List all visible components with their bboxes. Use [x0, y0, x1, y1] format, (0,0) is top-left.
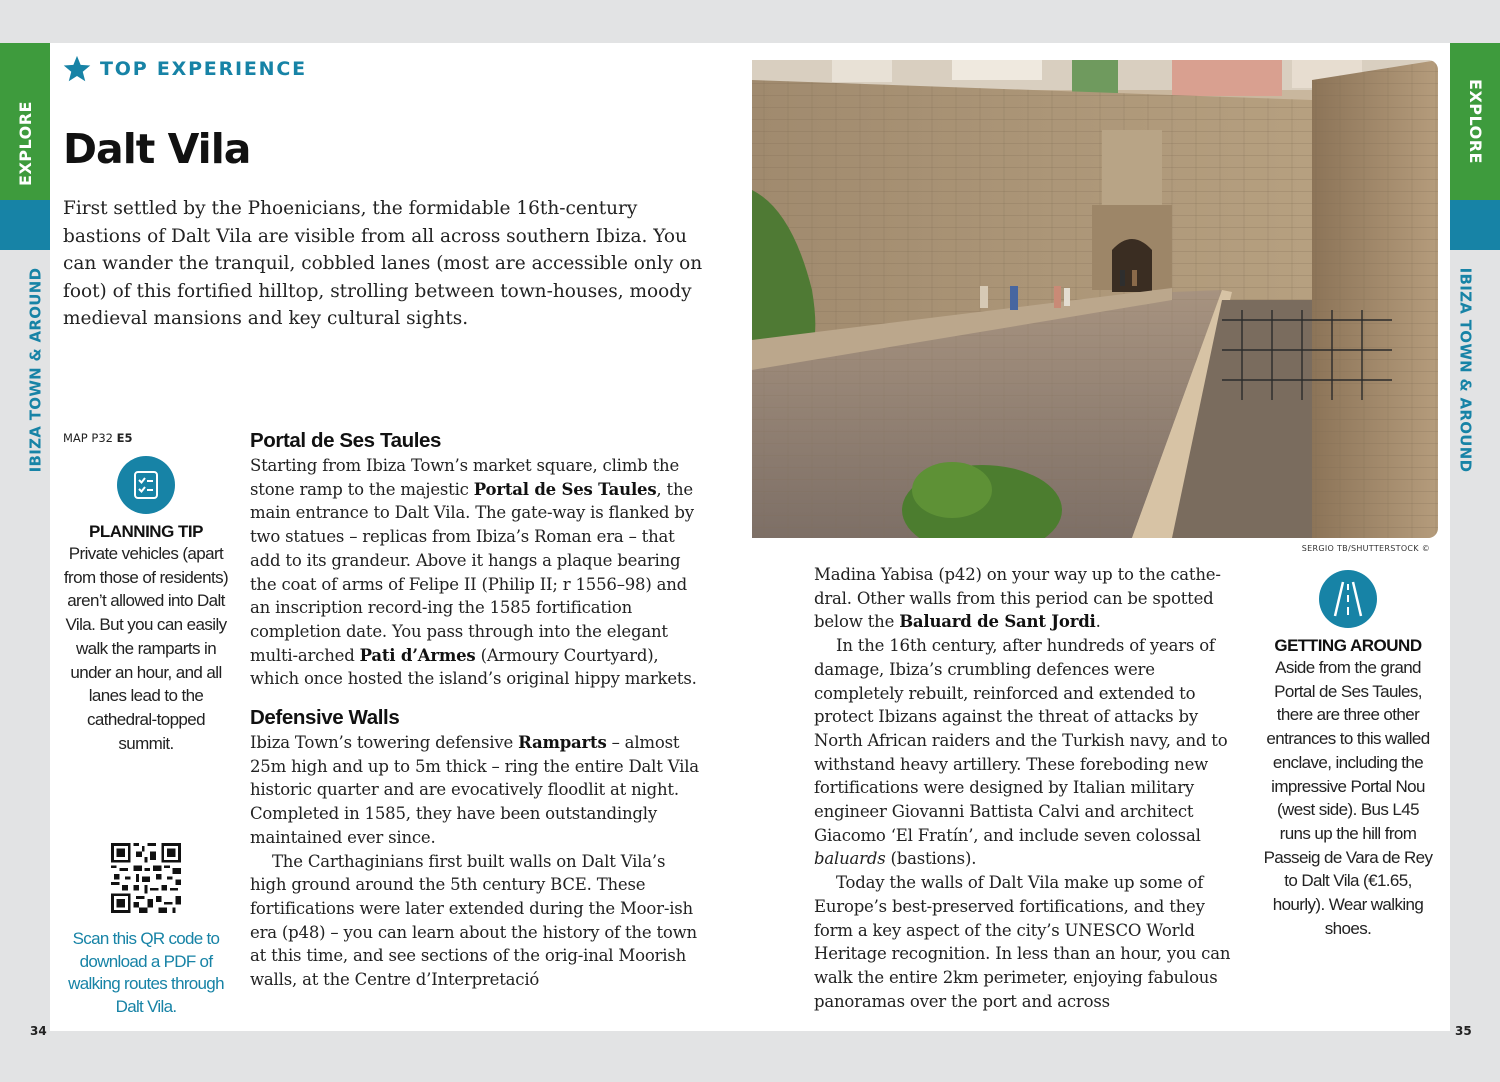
section-tab-right [1450, 43, 1500, 200]
photo-credit: SERGIO TB/SHUTTERSTOCK © [1301, 544, 1430, 553]
portal-section [250, 428, 700, 992]
checklist-icon [117, 456, 175, 514]
getting-around-heading: GETTING AROUND [1274, 636, 1422, 655]
top-experience-badge [62, 54, 307, 84]
continued-paragraph-3: Today the walls of Dalt Vila make up some of Europe’s best-preserved fortifications, and they form a key aspect of the city’s UNESCO World Heritage recognition. In less than an hour, you can walk the entire 2km perimeter, enjoying fabulous panoramas over the port and across [814, 873, 1231, 1011]
getting-around-body: Aside from the grand Portal de Ses Taules, there are three other entrances to this walled enclave, including the impressive Portal Nou (west side). Bus L45 runs up the hill from Passeig de Vara de Rey to Dalt Vila (€1.65, hourly). Wear walking shoes. [1263, 658, 1433, 938]
walls-heading: Defensive Walls [250, 706, 400, 730]
planning-tip-box [60, 456, 232, 755]
qr-section [60, 843, 232, 1018]
continued-paragraph-2: In the 16th century, after hundreds of years of damage, Ibiza’s crumbling defences were completely rebuilt, reinforced and extended to protect Ibizans against the threat of attacks by North African raiders and the Turkish navy, and to withstand heavy artillery. These foreboding new fortifications were designed by Italian military engineer Giovanni Battista Calvi and architect Giacomo ‘El Fratín’, and include seven colossal baluards (bastions). [814, 636, 1228, 869]
region-tab-left [10, 230, 60, 510]
portal-heading: Portal de Ses Taules [250, 429, 442, 452]
walls-continued [814, 563, 1244, 1013]
portal-paragraph: Starting from Ibiza Town’s market square, climb the stone ramp to the majestic Portal de Ses Taules, the main entrance to Dalt Vila. The gate-way is flanked by two statues – replicas from Ibiza’s Roman era – that add to its grandeur. Above it hangs a plaque bearing the coat of arms of Felipe II (Philip II; r 1556–98) and an inscription record-ing the 1585 fortification completion date. You pass through into the elegant multi-arched Pati d’Armes (Armoury Courtyard), which once hosted the island’s original hippy markets. [250, 456, 697, 689]
page-number-left: 34 [30, 1024, 47, 1038]
qr-code[interactable] [111, 843, 181, 913]
dalt-vila-photo [752, 60, 1438, 538]
walls-paragraph-1: Ibiza Town’s towering defensive Ramparts – almost 25m high and up to 5m thick – ring the entire Dalt Vila historic quarter and are evocatively floodlit at night. Completed in 1585, they have been outstandingly maintained ever since. [250, 733, 699, 847]
qr-caption: Scan this QR code to download a PDF of walking routes through Dalt Vila. [68, 929, 224, 1016]
highlight-pati: Pati d’Armes [359, 645, 476, 665]
highlight-baluard: Baluard de Sant Jordi [899, 612, 1096, 632]
star-icon [62, 54, 92, 84]
road-icon [1319, 570, 1377, 628]
page-title: Dalt Vila [63, 125, 251, 173]
walls-paragraph-2: The Carthaginians first built walls on Dalt Vila’s high ground around the 5th century BCE. These fortifications were later extended during the Moor-ish era (p48) – you can learn about the history of the town at this time, and see sections of the orig-inal Moorish walls, at the Centre d’Interpretació [250, 851, 697, 990]
section-tab-label: EXPLORE [15, 100, 35, 186]
highlight-portal: Portal de Ses Taules [473, 479, 657, 499]
map-reference[interactable] [63, 431, 132, 445]
region-tab-label: IBIZA TOWN & AROUND [1456, 267, 1474, 473]
section-tab-label: EXPLORE [1465, 79, 1485, 164]
badge-label: TOP EXPERIENCE [100, 58, 307, 80]
highlight-ramparts: Ramparts [518, 733, 607, 753]
region-tab-right [1440, 230, 1490, 510]
continued-paragraph-1: Madina Yabisa (p42) on your way up to the cathe-dral. Other walls from this period can be spotted below the Baluard de Sant Jordi. [814, 565, 1221, 632]
intro-paragraph: First settled by the Phoenicians, the formidable 16th-century bastions of Dalt Vila are visible from all across southern Ibiza. You can wander the tranquil, cobbled lanes (most are accessible only on foot) of this fortified hilltop, strolling between town-houses, moody medieval mansions and key cultural sights. [63, 198, 703, 329]
getting-around-box [1262, 570, 1434, 940]
planning-tip-body: Private vehicles (apart from those of residents) aren’t allowed into Dalt Vila. But you can easily walk the ramparts in under an hour, and all lanes lead to the cathedral-topped summit. [63, 544, 229, 753]
map-ref-prefix: MAP P32 [63, 431, 113, 445]
page-number-right: 35 [1455, 1024, 1472, 1038]
planning-tip-heading: PLANNING TIP [89, 522, 203, 541]
region-tab-label: IBIZA TOWN & AROUND [26, 267, 44, 473]
map-ref-grid: E5 [116, 431, 133, 445]
